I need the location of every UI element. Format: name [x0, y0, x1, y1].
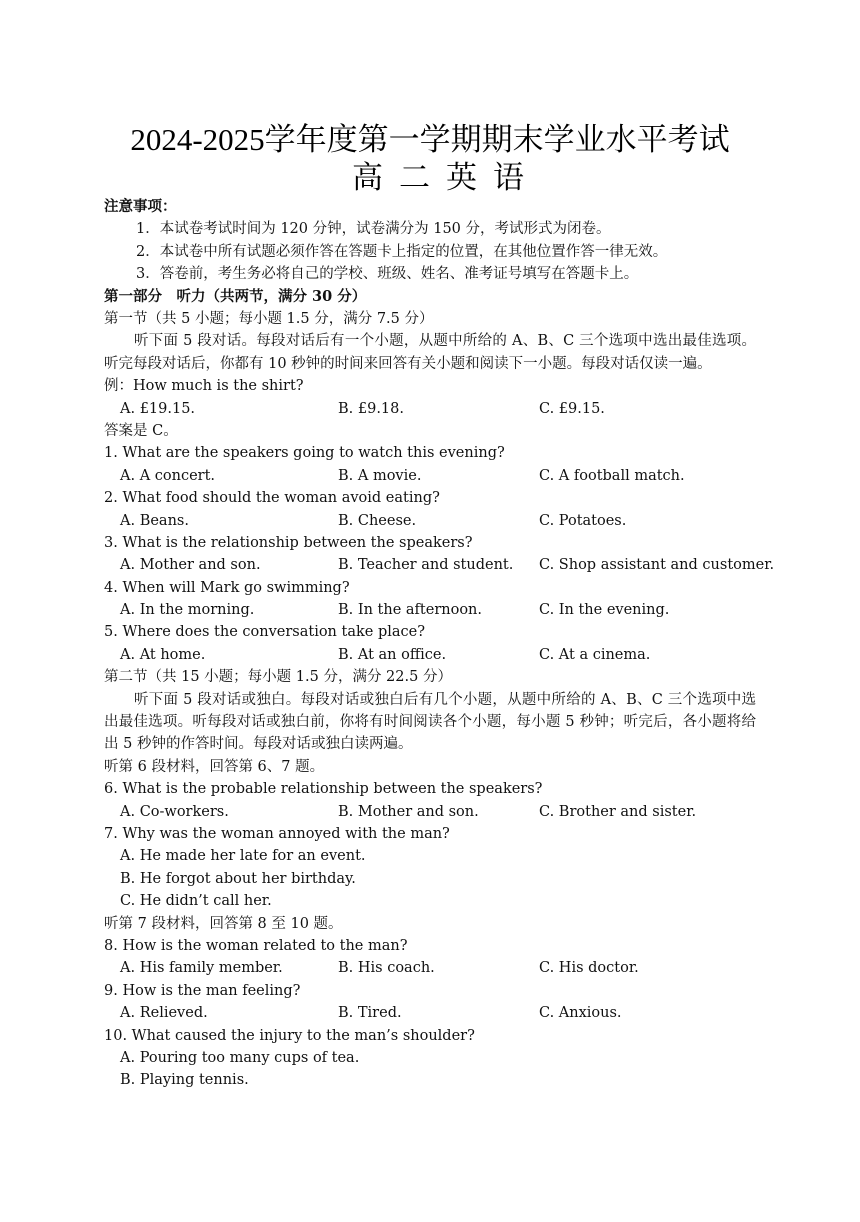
- question-6: 6. What is the probable relationship between the speakers?: [104, 781, 543, 798]
- option-a: A. £19.15.: [120, 400, 196, 417]
- question-3-options: [104, 554, 775, 576]
- question-1: 1. What are the speakers going to watch this evening?: [104, 445, 505, 462]
- section2-heading: 第二节（共 15 小题；每小题 1.5 分，满分 22.5 分）: [104, 669, 452, 686]
- question-3: 3. What is the relationship between the speakers?: [104, 534, 473, 551]
- option-b: B. In the afternoon.: [338, 602, 483, 619]
- option-a: A. In the morning.: [120, 602, 255, 619]
- option-c: C. Shop assistant and customer.: [539, 557, 775, 574]
- option-c: C. Potatoes.: [539, 512, 627, 529]
- section1-instructions: 听下面 5 段对话。每段对话后有一个小题，从题中所给的 A、B、C 三个选项中选出最佳选项。听完每段对话后，你都有 10 秒钟的时间来回答有关小题和阅读下一小题。每段对话仅读一遍。: [104, 333, 756, 372]
- question-4: 4. When will Mark go swimming?: [104, 579, 350, 596]
- question-1-options: [104, 465, 756, 487]
- question-2-options: [104, 510, 756, 532]
- option-a: A. Mother and son.: [120, 557, 261, 574]
- section1-heading: 第一节（共 5 小题；每小题 1.5 分，满分 7.5 分）: [104, 310, 434, 327]
- notice-item: 2．本试卷中所有试题必须作答在答题卡上指定的位置，在其他位置作答一律无效。: [136, 243, 668, 260]
- option-b: B. Mother and son.: [338, 803, 479, 820]
- example-options: [104, 398, 756, 420]
- option-c: C. In the evening.: [539, 602, 670, 619]
- example-answer: 答案是 C。: [104, 422, 178, 439]
- option-c: C. He didn’t call her.: [120, 893, 272, 910]
- material-7-label: 听第 7 段材料，回答第 8 至 10 题。: [104, 915, 343, 932]
- part1-heading: 第一部分 听力（共两节，满分 30 分）: [104, 287, 367, 305]
- option-c: C. Brother and sister.: [539, 803, 697, 820]
- option-a: A. At home.: [120, 646, 206, 663]
- exam-title: 2024-2025学年度第一学期期末学业水平考试: [130, 122, 730, 157]
- option-b: B. Teacher and student.: [338, 557, 514, 574]
- option-c: C. A football match.: [539, 467, 685, 484]
- question-7: 7. Why was the woman annoyed with the man?: [104, 826, 450, 843]
- exam-content: [104, 196, 775, 1092]
- option-a: A. His family member.: [120, 960, 283, 977]
- question-8: 8. How is the woman related to the man?: [104, 937, 408, 954]
- option-b: B. £9.18.: [338, 400, 404, 417]
- notice-item: 1．本试卷考试时间为 120 分钟，试卷满分为 150 分，考试形式为闭卷。: [136, 221, 611, 238]
- option-a: A. Beans.: [120, 512, 189, 529]
- exam-subject: 高二英语: [352, 160, 540, 195]
- option-a: A. He made her late for an event.: [120, 848, 366, 865]
- option-c: C. His doctor.: [539, 960, 639, 977]
- option-b: B. He forgot about her birthday.: [120, 870, 356, 887]
- question-5-options: [104, 644, 756, 666]
- question-2: 2. What food should the woman avoid eating?: [104, 490, 440, 507]
- option-b: B. A movie.: [338, 467, 422, 484]
- material-6-label: 听第 6 段材料，回答第 6、7 题。: [104, 758, 325, 775]
- option-a: A. Co-workers.: [120, 803, 229, 820]
- section2-instructions: 听下面 5 段对话或独白。每段对话或独白后有几个小题，从题中所给的 A、B、C 三个选项中选出最佳选项。听每段对话或独白前，你将有时间阅读各个小题，每小题 5 秒钟；听完后，各小题将给出 5 秒钟的作答时间。每段对话或独白读两遍。: [104, 691, 756, 753]
- question-8-options: [104, 957, 756, 979]
- option-b: B. Cheese.: [338, 512, 417, 529]
- example-question: 例：How much is the shirt?: [104, 378, 304, 395]
- question-10: 10. What caused the injury to the man’s shoulder?: [104, 1027, 475, 1044]
- option-c: C. £9.15.: [539, 400, 605, 417]
- option-c: C. Anxious.: [539, 1005, 622, 1022]
- question-9: 9. How is the man feeling?: [104, 982, 301, 999]
- question-6-options: [104, 801, 756, 823]
- option-c: C. At a cinema.: [539, 646, 651, 663]
- question-4-options: [104, 599, 756, 621]
- option-a: A. Relieved.: [120, 1005, 208, 1022]
- option-b: B. Playing tennis.: [120, 1072, 249, 1089]
- question-5: 5. Where does the conversation take place?: [104, 624, 425, 641]
- option-a: A. Pouring too many cups of tea.: [120, 1049, 360, 1066]
- option-b: B. His coach.: [338, 960, 435, 977]
- option-b: B. Tired.: [338, 1005, 402, 1022]
- notice-item: 3．答卷前，考生务必将自己的学校、班级、姓名、准考证号填写在答题卡上。: [136, 266, 639, 283]
- question-9-options: [104, 1002, 756, 1024]
- option-a: A. A concert.: [120, 467, 216, 484]
- notice-heading: 注意事项：: [104, 198, 177, 215]
- option-b: B. At an office.: [338, 646, 447, 663]
